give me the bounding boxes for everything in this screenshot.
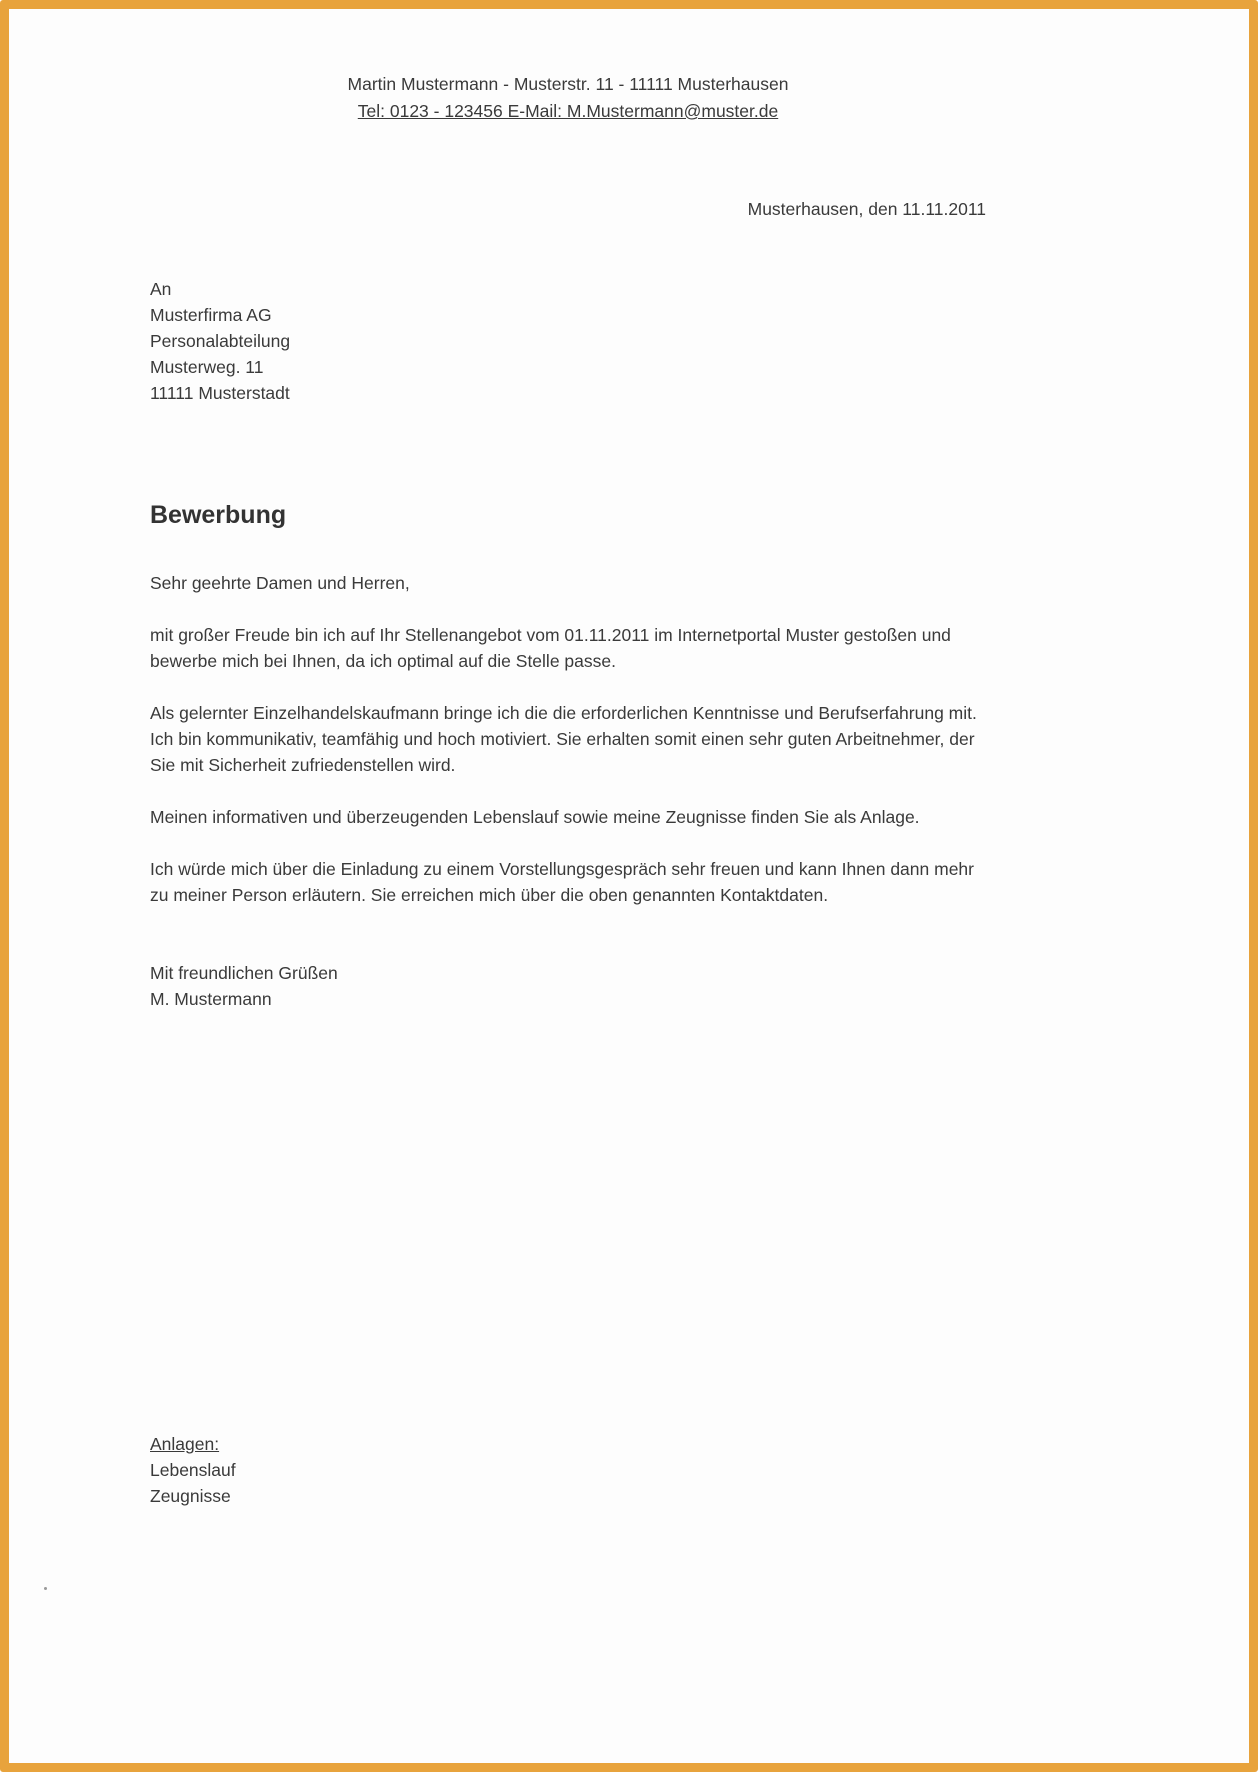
recipient-line: 11111 Musterstadt xyxy=(150,383,290,403)
recipient-line: Musterfirma AG xyxy=(150,305,272,325)
sender-header xyxy=(150,9,986,125)
recipient-line: An xyxy=(150,279,172,299)
attachments-block xyxy=(150,1431,236,1509)
body-paragraph: mit großer Freude bin ich auf Ihr Stellenangebot vom 01.11.2011 im Internetportal Muster gestoßen und bewerbe mich bei Ihnen, da ich optimal auf die Stelle passe. xyxy=(150,625,951,671)
body-paragraph: Ich würde mich über die Einladung zu einem Vorstellungsgespräch sehr freuen und kann Ihnen dann mehr zu meiner Person erläutern. Sie erreichen mich über die oben genannten Kontaktdaten. xyxy=(150,859,974,905)
recipient-line: Personalabteilung xyxy=(150,331,291,351)
salutation: Sehr geehrte Damen und Herren, xyxy=(150,573,410,593)
stray-mark xyxy=(44,1587,47,1590)
date-line: Musterhausen, den 11.11.2011 xyxy=(747,199,986,219)
sender-contact-line: Tel: 0123 - 123456 E-Mail: M.Mustermann@muster.de xyxy=(357,101,779,121)
attachment-item: Lebenslauf xyxy=(150,1460,236,1480)
recipient-address xyxy=(150,276,986,406)
closing-phrase: Mit freundlichen Grüßen xyxy=(150,963,338,983)
attachments-label: Anlagen: xyxy=(150,1434,220,1454)
recipient-line: Musterweg. 11 xyxy=(150,357,264,377)
letter-content xyxy=(150,9,986,1012)
body-paragraph: Meinen informativen und überzeugenden Lebenslauf sowie meine Zeugnisse finden Sie als Anlage. xyxy=(150,807,920,827)
signature-name: M. Mustermann xyxy=(150,989,272,1009)
attachment-item: Zeugnisse xyxy=(150,1486,231,1506)
subject-heading: Bewerbung xyxy=(150,501,287,529)
closing-block xyxy=(150,960,986,1012)
sender-address-line: Martin Mustermann - Musterstr. 11 - 11111 Musterhausen xyxy=(347,74,789,94)
body-paragraph: Als gelernter Einzelhandelskaufmann bringe ich die die erforderlichen Kenntnisse und Berufserfahrung mit. Ich bin kommunikativ, teamfähig und hoch motiviert. Sie erhalten somit einen sehr guten Arbeitnehmer, der Sie mit Sicherheit zufriedenstellen wird. xyxy=(150,703,977,775)
